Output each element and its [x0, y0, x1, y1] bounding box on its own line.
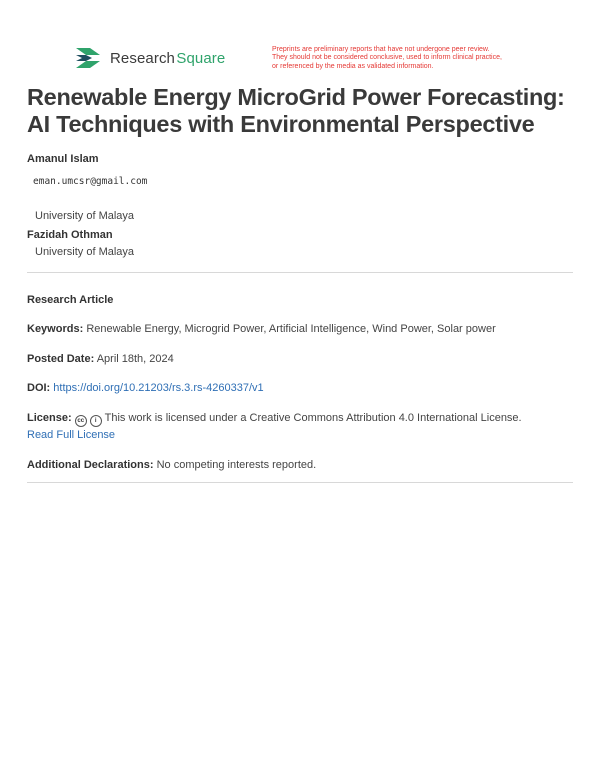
- additional-declarations: [27, 457, 577, 473]
- header: [74, 46, 544, 74]
- doi-label: DOI:: [27, 382, 51, 394]
- paper-title: Renewable Energy MicroGrid Power Forecasting: AI Techniques with Environmental Perspective: [27, 84, 565, 137]
- logo-text-square: Square: [176, 49, 226, 67]
- research-square-logo-icon: [74, 46, 102, 70]
- license: [27, 410, 577, 443]
- posted-label: Posted Date:: [27, 353, 95, 365]
- author-affiliation: University of Malaya: [35, 210, 135, 222]
- research-square-logo[interactable]: [74, 46, 225, 70]
- notice-line: They should not be considered conclusive, used to inform clinical practice,: [272, 54, 502, 62]
- author-name: Amanul Islam: [27, 153, 99, 165]
- declarations-label: Additional Declarations:: [27, 459, 154, 471]
- doi-link[interactable]: https://doi.org/10.21203/rs.3.rs-4260337/v1: [53, 382, 264, 394]
- license-label: License:: [27, 412, 72, 424]
- read-full-license-link[interactable]: Read Full License: [27, 429, 116, 441]
- notice-line: or referenced by the media as validated information.: [272, 62, 434, 70]
- divider: [27, 272, 573, 273]
- author-email[interactable]: eman.umcsr@gmail.com: [33, 176, 148, 187]
- keywords-label: Keywords:: [27, 323, 84, 335]
- posted-date: [27, 351, 577, 367]
- license-text: This work is licensed under a Creative Commons Attribution 4.0 International License.: [104, 412, 522, 424]
- logo-wordmark: [110, 50, 225, 67]
- article-type: Research Article: [27, 294, 114, 306]
- notice-line: Preprints are preliminary reports that have not undergone peer review.: [272, 46, 490, 53]
- declarations-value: No competing interests reported.: [156, 459, 317, 471]
- preprint-notice: [272, 46, 544, 71]
- keywords: [27, 321, 577, 337]
- logo-text-research: Research: [110, 49, 175, 67]
- doi: [27, 380, 577, 396]
- divider: [27, 482, 573, 483]
- author-affiliation: University of Malaya: [35, 246, 135, 258]
- attribution-icon: i: [90, 415, 102, 427]
- keywords-value: Renewable Energy, Microgrid Power, Artificial Intelligence, Wind Power, Solar power: [86, 323, 496, 335]
- author-name: Fazidah Othman: [27, 229, 113, 241]
- creative-commons-icon: cc: [75, 415, 87, 427]
- posted-value: April 18th, 2024: [96, 353, 174, 365]
